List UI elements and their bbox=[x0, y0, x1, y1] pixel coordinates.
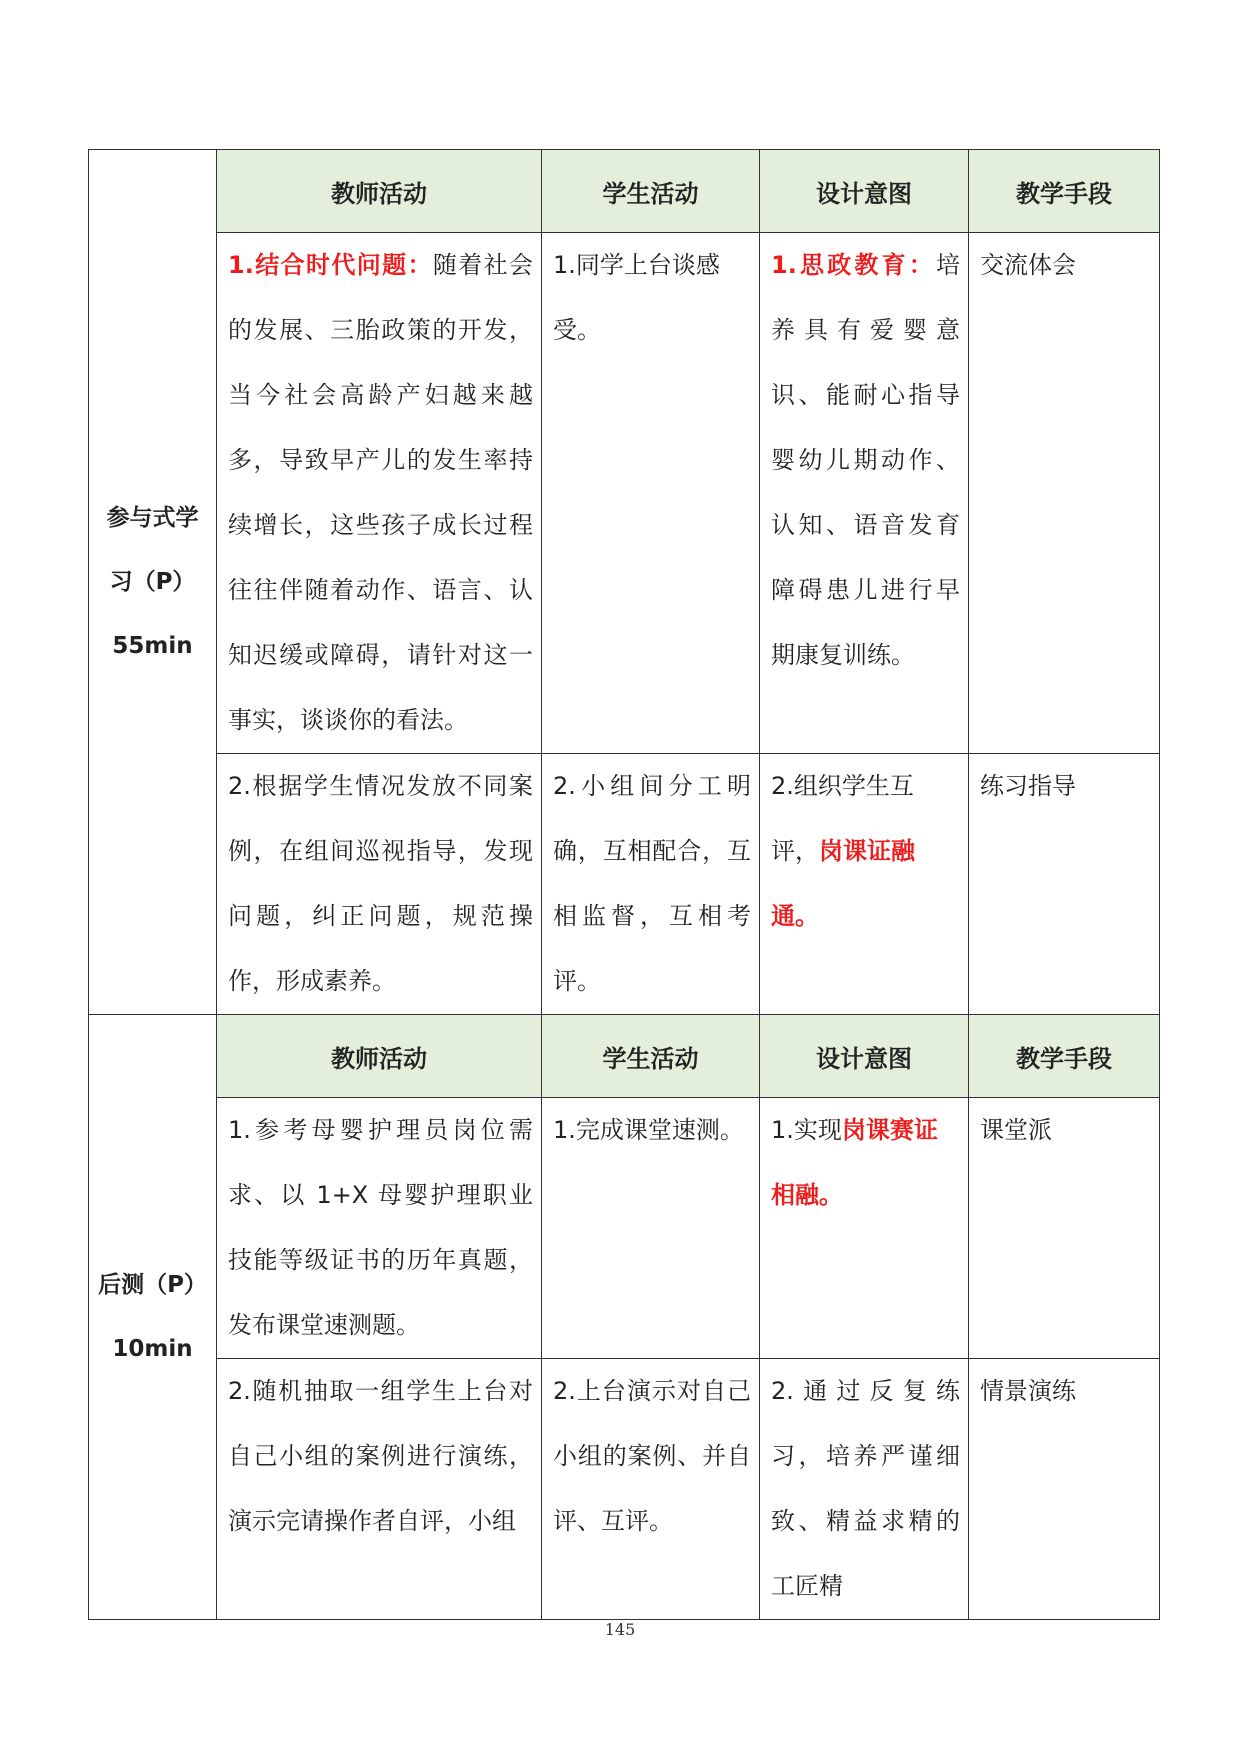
design-intent-text: 2.组织学生互评， bbox=[771, 772, 914, 865]
teaching-means-cell bbox=[969, 1098, 1160, 1359]
highlight-text: 岗课证融通。 bbox=[771, 837, 915, 930]
teaching-means-text: 课堂派 bbox=[980, 1116, 1052, 1144]
design-intent-text: 2.通过反复练习，培养严谨细致、精益求精的工匠精 bbox=[771, 1377, 960, 1600]
section1-header-row bbox=[89, 150, 1160, 233]
teaching-means-cell bbox=[969, 1359, 1160, 1620]
phase-duration: 55min bbox=[112, 633, 193, 659]
table-row bbox=[89, 754, 1160, 1015]
student-activity-cell bbox=[542, 233, 760, 754]
lesson-plan-table bbox=[88, 149, 1160, 1620]
student-activity-text: 1.完成课堂速测。 bbox=[553, 1116, 744, 1144]
teaching-means-cell bbox=[969, 233, 1160, 754]
teaching-means-cell bbox=[969, 754, 1160, 1015]
phase-duration: 10min bbox=[112, 1336, 193, 1362]
design-intent-text: 1.实现 bbox=[771, 1116, 842, 1144]
header-student-activity: 学生活动 bbox=[542, 1015, 760, 1098]
teaching-means-text: 情景演练 bbox=[980, 1377, 1076, 1405]
section2-header-row bbox=[89, 1015, 1160, 1098]
table-row bbox=[89, 233, 1160, 754]
header-teacher-activity: 教师活动 bbox=[217, 150, 542, 233]
table-row bbox=[89, 1359, 1160, 1620]
header-teaching-means: 教学手段 bbox=[969, 150, 1160, 233]
teacher-activity-text: 2.根据学生情况发放不同案例，在组间巡视指导，发现问题，纠正问题，规范操作，形成素养。 bbox=[228, 772, 533, 995]
teacher-activity-text: 1.参考母婴护理员岗位需求、以 1+X 母婴护理职业技能等级证书的历年真题，发布课堂速测题。 bbox=[228, 1116, 533, 1339]
teacher-activity-text: 2.随机抽取一组学生上台对自己小组的案例进行演练，演示完请操作者自评，小组 bbox=[228, 1377, 533, 1535]
highlight-text: 岗课赛证相融。 bbox=[771, 1116, 938, 1209]
highlight-text: 1.思政教育： bbox=[771, 251, 936, 279]
student-activity-text: 1.同学上台谈感受。 bbox=[553, 251, 720, 344]
teacher-activity-cell bbox=[217, 1098, 542, 1359]
student-activity-cell bbox=[542, 754, 760, 1015]
student-activity-cell bbox=[542, 1098, 760, 1359]
student-activity-text: 2.小组间分工明确，互相配合，互相监督，互相考评。 bbox=[553, 772, 751, 995]
header-student-activity: 学生活动 bbox=[542, 150, 760, 233]
header-design-intent: 设计意图 bbox=[760, 1015, 969, 1098]
design-intent-text: 培养具有爱婴意识、能耐心指导婴幼儿期动作、认知、语音发育障碍患儿进行早期康复训练。 bbox=[771, 251, 960, 669]
highlight-text: 1.结合时代问题： bbox=[228, 251, 433, 279]
teacher-activity-cell bbox=[217, 1359, 542, 1620]
teacher-activity-cell bbox=[217, 754, 542, 1015]
page-number: 145 bbox=[604, 1620, 636, 1639]
phase-post-test bbox=[89, 1015, 217, 1620]
phase-title-line2: 习（P） bbox=[109, 569, 196, 595]
student-activity-text: 2.上台演示对自己小组的案例、并自评、互评。 bbox=[553, 1377, 751, 1535]
header-teacher-activity: 教师活动 bbox=[217, 1015, 542, 1098]
design-intent-cell bbox=[760, 233, 969, 754]
header-design-intent: 设计意图 bbox=[760, 150, 969, 233]
teacher-activity-text: 随着社会的发展、三胎政策的开发，当今社会高龄产妇越来越多，导致早产儿的发生率持续增长，这些孩子成长过程往往伴随着动作、语言、认知迟缓或障碍，请针对这一事实，谈谈你的看法。 bbox=[228, 251, 533, 734]
design-intent-cell bbox=[760, 754, 969, 1015]
header-teaching-means: 教学手段 bbox=[969, 1015, 1160, 1098]
teacher-activity-cell bbox=[217, 233, 542, 754]
design-intent-cell bbox=[760, 1359, 969, 1620]
teaching-means-text: 练习指导 bbox=[980, 772, 1076, 800]
phase-participatory-learning bbox=[89, 150, 217, 1015]
phase-title-line1: 参与式学 bbox=[106, 505, 199, 531]
teaching-means-text: 交流体会 bbox=[980, 251, 1076, 279]
design-intent-cell bbox=[760, 1098, 969, 1359]
student-activity-cell bbox=[542, 1359, 760, 1620]
table-row bbox=[89, 1098, 1160, 1359]
phase-title-line1: 后测（P） bbox=[98, 1272, 207, 1298]
